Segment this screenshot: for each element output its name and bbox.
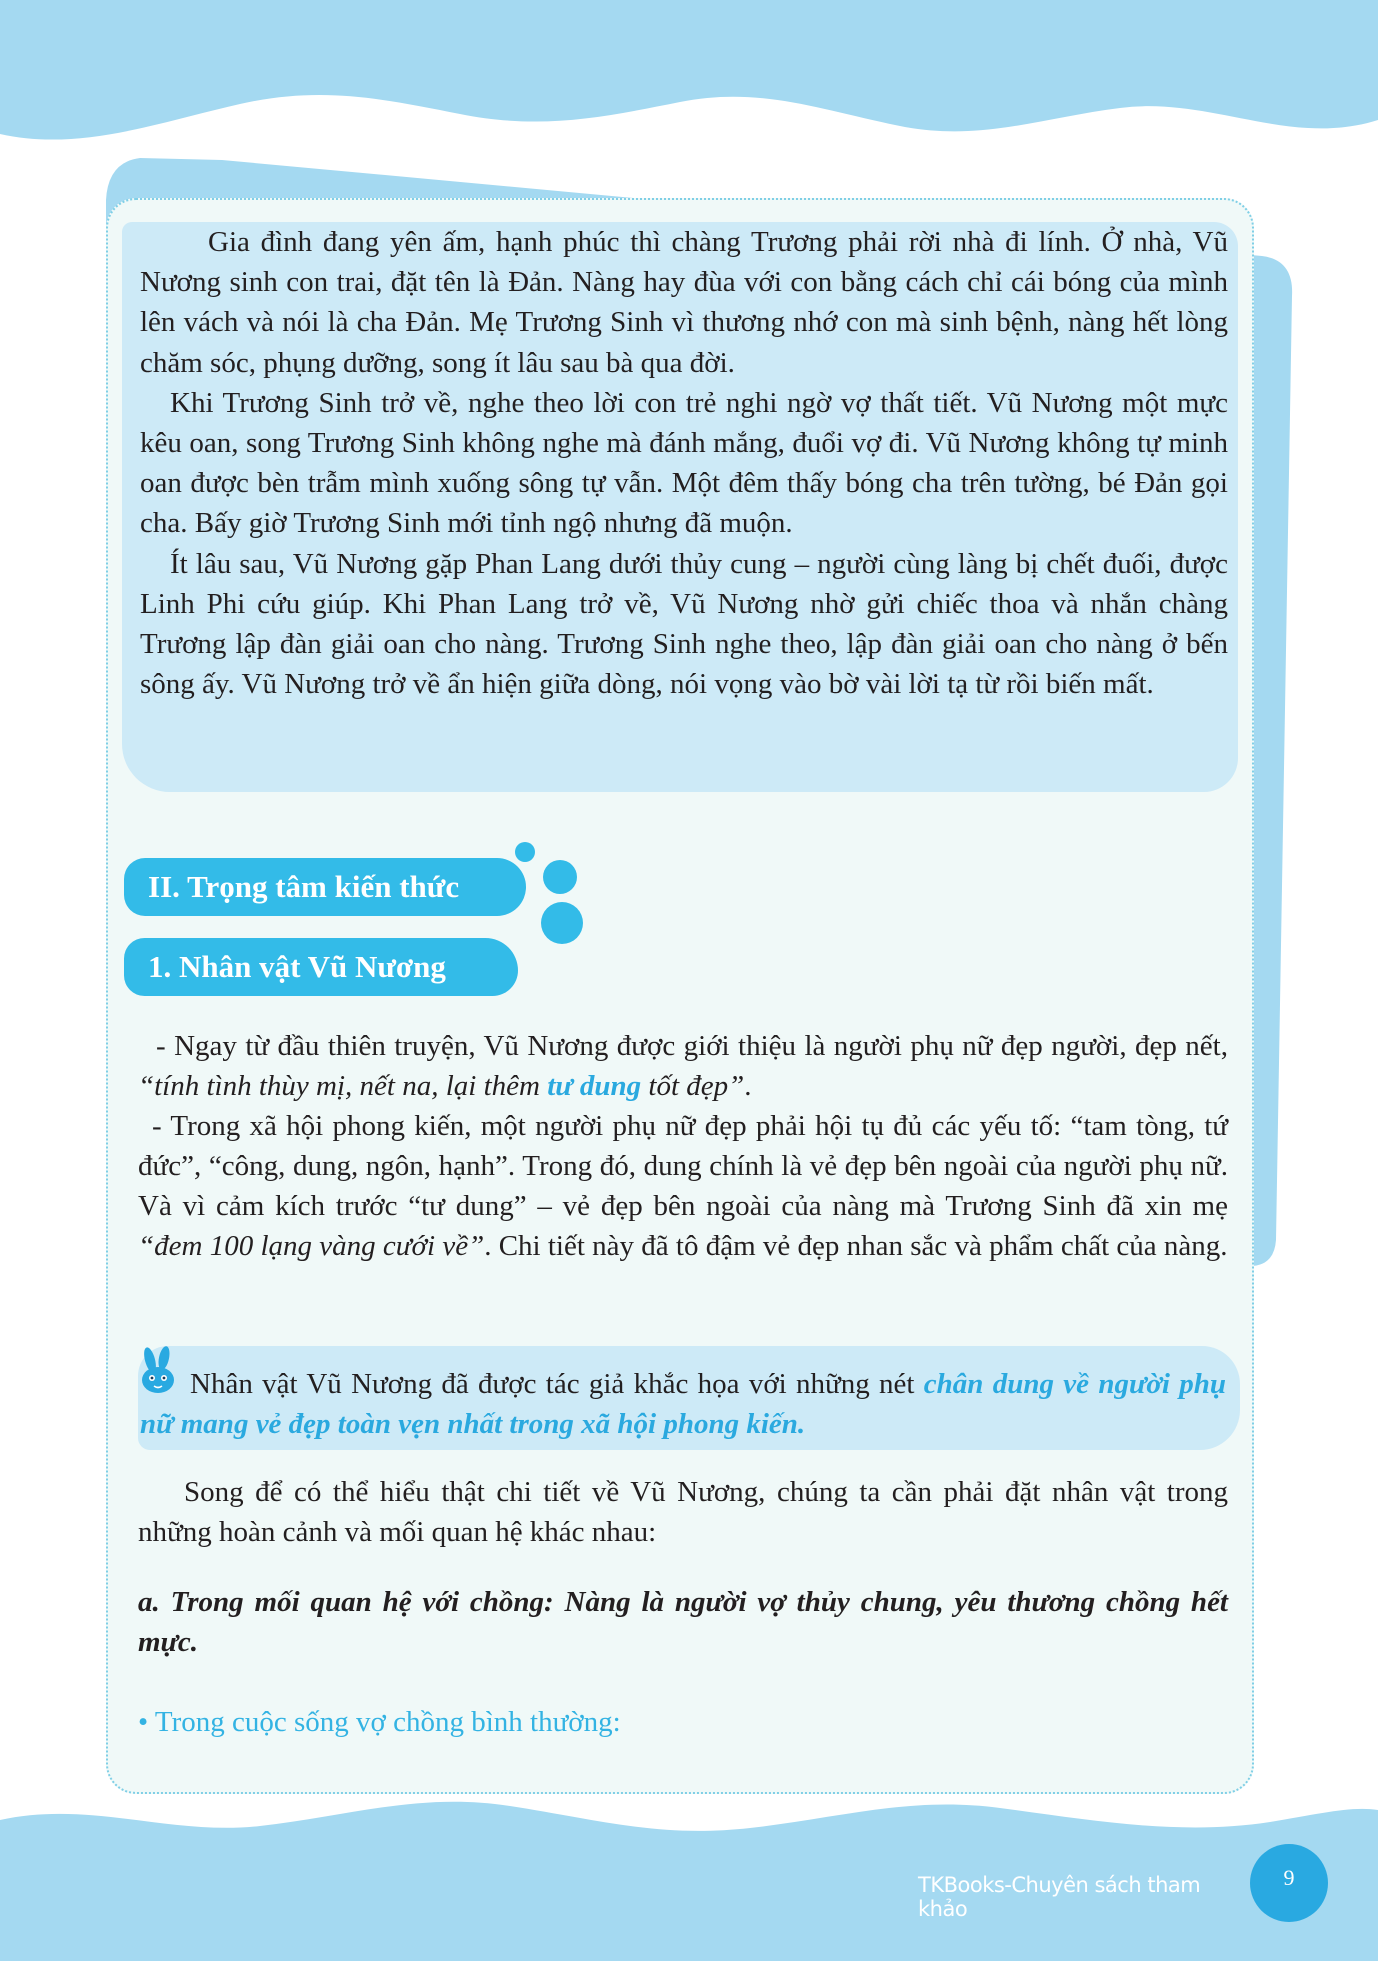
point-2: - Trong xã hội phong kiến, một người phụ nữ đẹp phải hội tụ đủ các yếu tố: “tam tòng, tứ đức”, “công, dung, ngôn, hạnh”. Trong đó, dung chính là vẻ đẹp bên ngoài của người phụ nữ. Và vì cảm kích trước “tư dung” – vẻ đẹp bên ngoài của nàng mà Trương Sinh đã xin mẹ “đem 100 lạng vàng cưới về”. Chi tiết này đã tô đậm vẻ đẹp nhan sắc và phẩm chất của nàng. bbox=[138, 1110, 1228, 1262]
summary-paragraph-1: Gia đình đang yên ấm, hạnh phúc thì chàng Trương phải rời nhà đi lính. Ở nhà, Vũ Nương sinh con trai, đặt tên là Đản. Nàng hay đùa với con bằng cách chỉ cái bóng của mình lên vách và nói là cha Đản. Mẹ Trương Sinh vì thương nhớ con mà sinh bệnh, nàng hết lòng chăm sóc, phụng dưỡng, song ít lâu sau bà qua đời. bbox=[140, 226, 1228, 379]
section-heading: II. Trọng tâm kiến thức bbox=[124, 858, 526, 916]
bullet-item: • Trong cuộc sống vợ chồng bình thường: bbox=[138, 1706, 621, 1738]
top-wave bbox=[0, 0, 1378, 140]
page-number: 9 bbox=[1250, 1844, 1328, 1922]
highlight-tu-dung: tư dung bbox=[547, 1070, 642, 1102]
summary-text bbox=[140, 222, 1228, 704]
intro-points bbox=[138, 1026, 1228, 1266]
publisher-footer: TKBooks-Chuyên sách tham khảo bbox=[918, 1873, 1201, 1921]
subsection-heading: 1. Nhân vật Vũ Nương bbox=[124, 938, 518, 996]
decorative-dot bbox=[541, 902, 583, 944]
note-text: Nhân vật Vũ Nương đã được tác giả khắc họa với những nét chân dung về người phụ nữ mang vẻ đẹp toàn vẹn nhất trong xã hội phong kiến. bbox=[140, 1368, 1226, 1440]
summary-paragraph-2: Khi Trương Sinh trở về, nghe theo lời con trẻ nghi ngờ vợ thất tiết. Vũ Nương một mực kêu oan, song Trương Sinh không nghe mà đánh mắng, đuổi vợ đi. Vũ Nương không tự minh oan được bèn trẫm mình xuống sông tự vẫn. Một đêm thấy bóng cha trên tường, bé Đản gọi cha. Bấy giờ Trương Sinh mới tỉnh ngộ nhưng đã muộn. bbox=[140, 386, 1228, 540]
transition-paragraph: Song để có thể hiểu thật chi tiết về Vũ Nương, chúng ta cần phải đặt nhân vật trong những hoàn cảnh và mối quan hệ khác nhau: bbox=[138, 1476, 1228, 1548]
decorative-dot bbox=[515, 842, 535, 862]
decorative-dot bbox=[543, 860, 577, 894]
point-1: - Ngay từ đầu thiên truyện, Vũ Nương được giới thiệu là người phụ nữ đẹp người, đẹp nết, “tính tình thùy mị, nết na, lại thêm tư dung tốt đẹp”. bbox=[138, 1030, 1228, 1102]
note-highlight: chân dung về người phụ nữ mang vẻ đẹp toàn vẹn nhất trong xã hội phong kiến. bbox=[140, 1368, 1226, 1440]
subheading-a: a. Trong mối quan hệ với chồng: Nàng là người vợ thủy chung, yêu thương chồng hết mực. bbox=[138, 1586, 1228, 1658]
summary-paragraph-3: Ít lâu sau, Vũ Nương gặp Phan Lang dưới thủy cung – người cùng làng bị chết đuối, được Linh Phi cứu giúp. Khi Phan Lang trở về, Vũ Nương nhờ gửi chiếc thoa và nhắn chàng Trương lập đàn giải oan cho nàng. Trương Sinh nghe theo, lập đàn giải oan cho nàng ở bến sông ấy. Vũ Nương trở về ẩn hiện giữa dòng, nói vọng vào bờ vài lời tạ từ rồi biến mất. bbox=[140, 547, 1228, 701]
